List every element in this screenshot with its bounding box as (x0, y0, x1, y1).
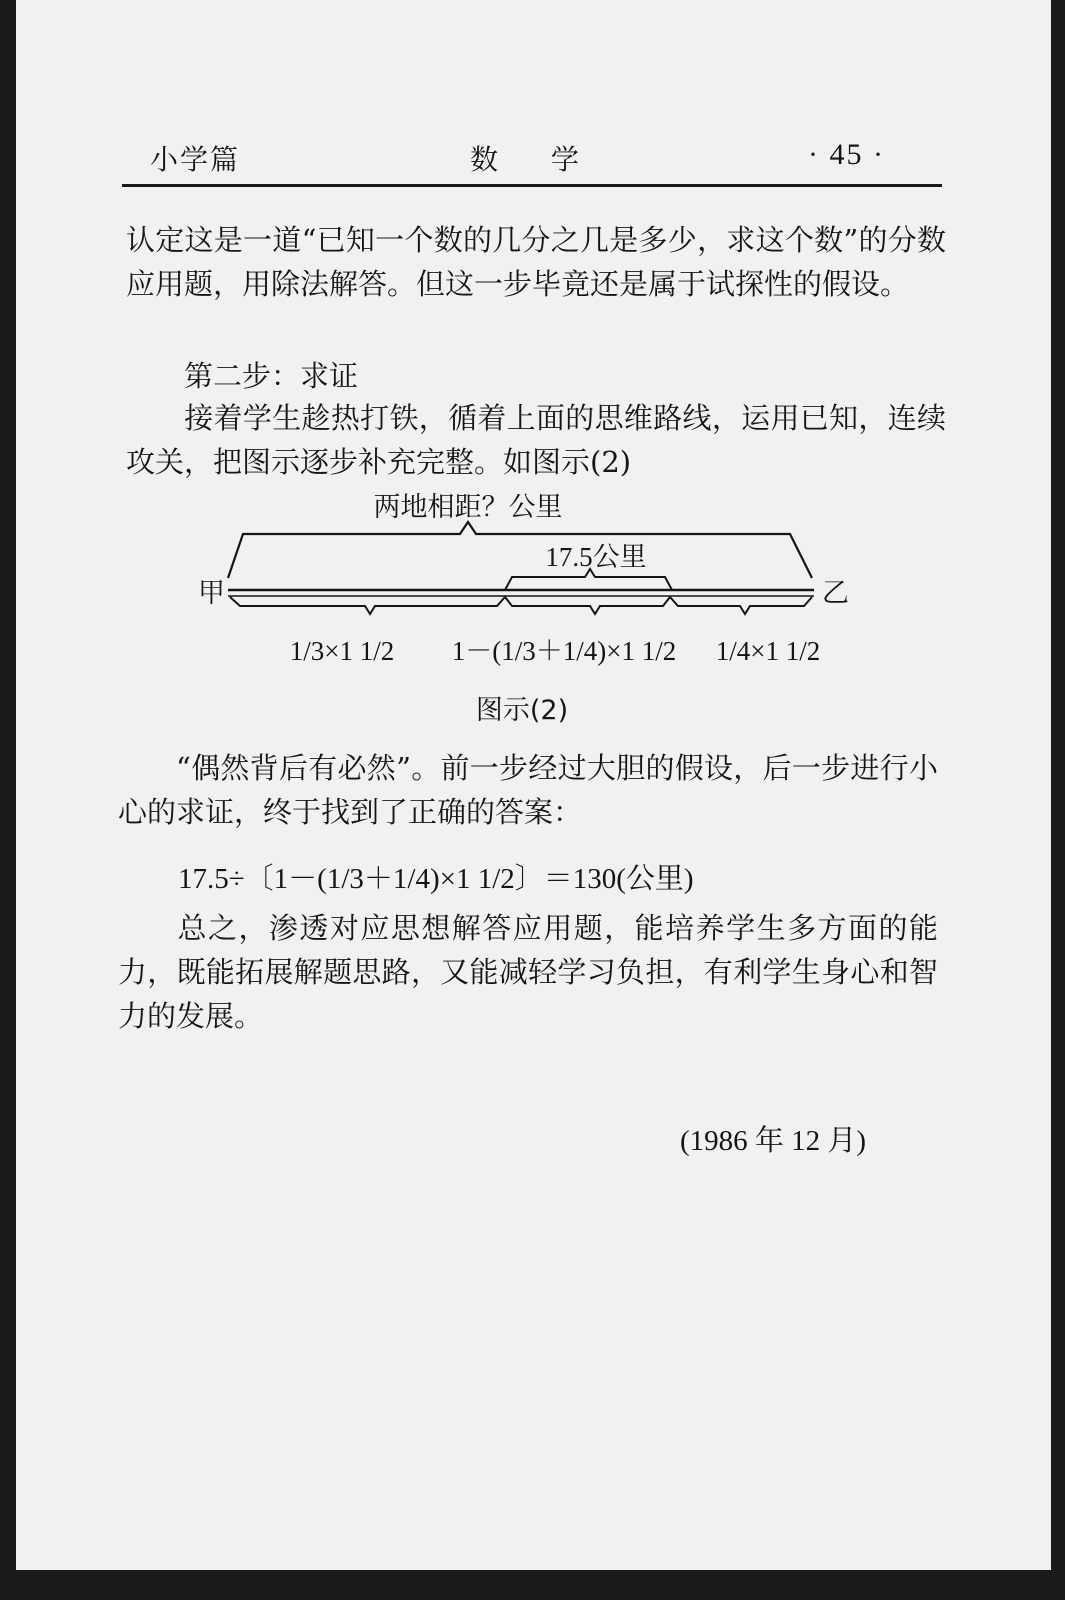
paragraph-3-text: “偶然背后有必然”。前一步经过大胆的假设，后一步进行小心的求证，终于找到了正确的答案： (118, 751, 938, 829)
step-2-title: 第二步：求证 (184, 359, 359, 393)
point-yi-label: 乙 (822, 578, 849, 609)
paragraph-2-text: 接着学生趁热打铁，循着上面的思维路线，运用已知，连续攻关，把图示逐步补充完整。如图示(2) (126, 401, 946, 479)
segment-3-label: 1/4×1 1/2 (715, 636, 821, 666)
middle-segment-brace (505, 569, 672, 590)
answer-equation: 17.5÷〔1－(1/3＋1/4)×1 1/2〕＝130(公里) (178, 863, 694, 895)
total-distance-brace (228, 522, 812, 578)
segment-3-brace (670, 597, 812, 614)
running-header-subject: 数 学 (470, 143, 601, 176)
segment-1-brace (230, 597, 505, 614)
segment-2-brace (505, 597, 670, 614)
diagram-middle-label: 17.5公里 (545, 542, 647, 572)
running-header-section: 小学篇 (150, 143, 241, 176)
paragraph-4 (118, 906, 938, 1038)
paragraph-4-text: 总之，渗透对应思想解答应用题，能培养学生多方面的能力，既能拓展解题思路，又能减轻学习负担，有利学生身心和智力的发展。 (118, 911, 938, 1033)
point-jia-label: 甲 (198, 578, 225, 609)
page-number: · 45 · (808, 138, 885, 171)
date-note: (1986 年 12 月) (680, 1125, 867, 1157)
diagram-caption: 图示(2) (475, 695, 569, 726)
segment-2-label: 1－(1/3＋1/4)×1 1/2 (451, 636, 677, 666)
segment-1-label: 1/3×1 1/2 (289, 636, 395, 666)
paragraph-3 (118, 746, 938, 834)
diagram-top-label: 两地相距？公里 (373, 492, 563, 523)
paragraph-1: 认定这是一道“已知一个数的几分之几是多少，求这个数”的分数应用题，用除法解答。但这一步毕竟还是属于试探性的假设。 (126, 223, 946, 301)
